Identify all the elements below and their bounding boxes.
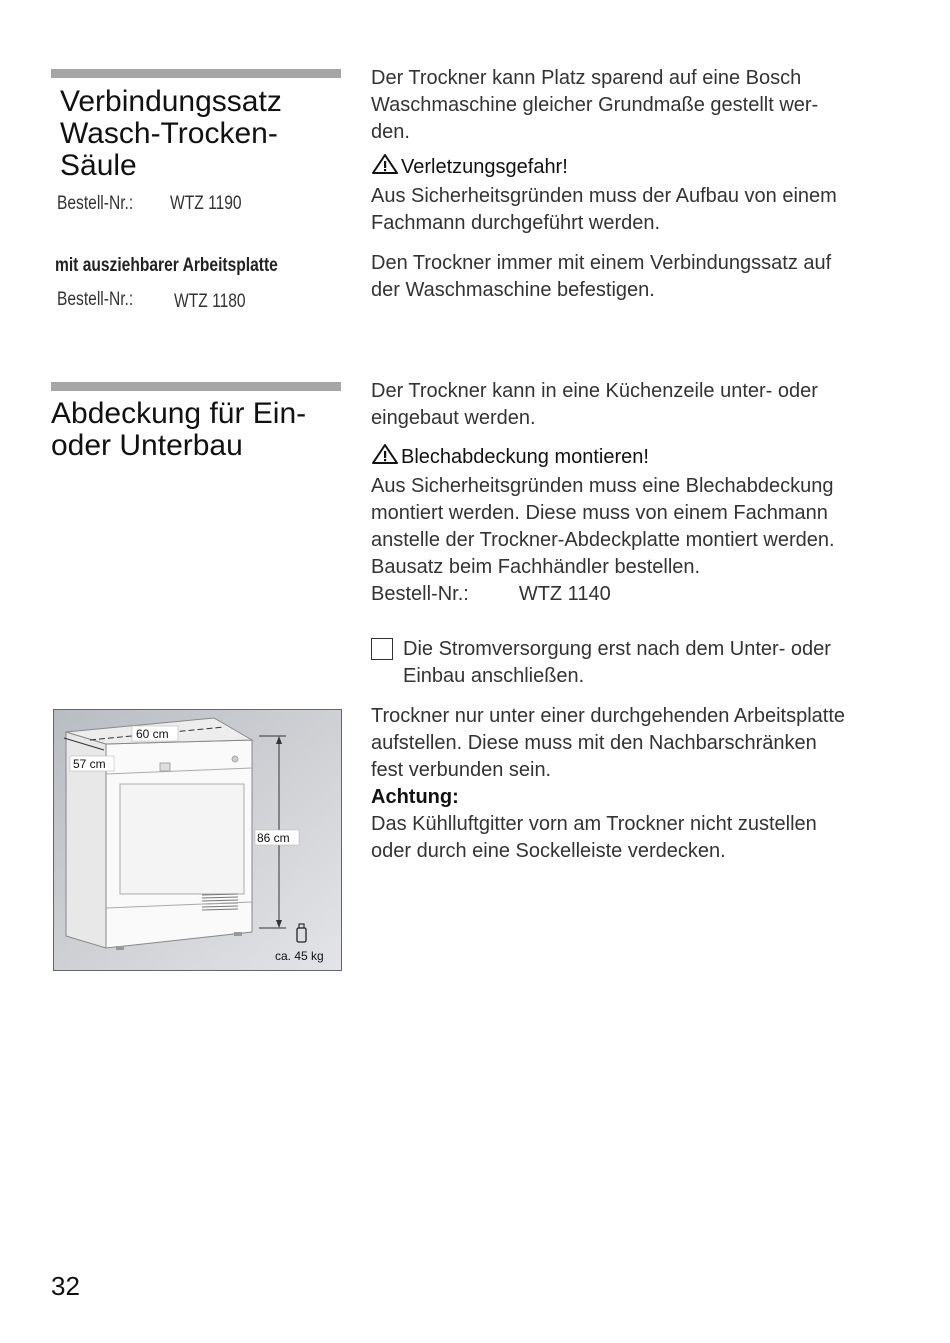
warning-block [371,443,911,608]
warning-title [371,156,568,178]
text-line: oder durch eine Sockelleiste verdecken. [371,840,726,862]
text-line: Trockner nur unter einer durchgehenden Arbeitsplatte [371,705,845,727]
section-bar-2 [51,382,341,391]
order-value: WTZ 1180 [174,291,246,312]
warning-title-text: Blechabdeckung montieren! [401,446,649,468]
text-line: Aus Sicherheitsgründen muss eine Blechabdeckung [371,475,834,497]
text-line: Der Trockner kann Platz sparend auf eine Bosch [371,67,802,89]
text-line: Das Kühlluftgitter vorn am Trockner nicht zustellen [371,813,817,835]
section2-text [371,378,911,608]
weight-label: ca. 45 kg [275,949,324,963]
warning-title-text: Verletzungsgefahr! [401,156,568,178]
text-line: Der Trockner kann in eine Küchenzeile unter- oder [371,380,818,402]
width-label: 60 cm [136,727,169,741]
paragraph [371,250,911,304]
text-line: Waschmaschine gleicher Grundmaße gestellt wer- [371,94,819,116]
heading-line: Abdeckung für Ein- [51,397,307,430]
heading-line: oder Unterbau [51,429,243,462]
order-label: Bestell-Nr.: [57,193,134,214]
text-line: Fachmann durchgeführt werden. [371,212,661,234]
dryer-drawing [54,710,341,970]
height-label: 86 cm [257,831,290,845]
order-value: WTZ 1190 [170,193,242,214]
warning-icon [371,153,399,183]
paragraph [371,65,911,146]
checkbox-icon [371,638,393,660]
text-line: der Waschmaschine befestigen. [371,279,655,301]
paragraph [371,378,911,432]
text-line: anstelle der Trockner-Abdeckplatte montiert werden. [371,529,835,551]
section-heading-1 [60,86,282,182]
text-line: den. [371,121,410,143]
text-line: fest verbunden sein. [371,759,552,781]
heading-line: Säule [60,149,137,182]
subheading: mit ausziehbarer Arbeitsplatte [55,255,278,276]
checkbox-text [403,636,903,690]
text-line: Den Trockner immer mit einem Verbindungssatz auf [371,252,832,274]
depth-label: 57 cm [73,757,106,771]
text-line: eingebaut werden. [371,407,536,429]
paragraph [371,703,911,865]
text-line: Die Stromversorgung erst nach dem Unter- oder [403,638,831,660]
attention-title: Achtung: [371,786,459,808]
text-line: Einbau anschließen. [403,665,585,687]
order-label: Bestell-Nr.: [57,289,134,310]
dryer-dimension-figure [53,709,342,971]
text-line: Aus Sicherheitsgründen muss der Aufbau von einem [371,185,837,207]
install-text [371,703,911,865]
order-value: WTZ 1140 [518,583,611,605]
section-bar-1 [51,69,341,78]
warning-icon [371,443,399,473]
page-number: 32 [51,1271,80,1301]
text-line: montiert werden. Diese muss von einem Fachmann [371,502,828,524]
heading-line: Wasch-Trocken- [60,117,278,150]
order-label: Bestell-Nr.: [371,583,469,605]
section-heading-2 [51,398,306,462]
warning-block [371,153,911,237]
text-line: aufstellen. Diese muss mit den Nachbarschränken [371,732,817,754]
text-line: Bausatz beim Fachhändler bestellen. [371,556,701,578]
warning-title [371,446,649,468]
section1-text [371,65,911,304]
heading-line: Verbindungssatz [60,85,282,118]
